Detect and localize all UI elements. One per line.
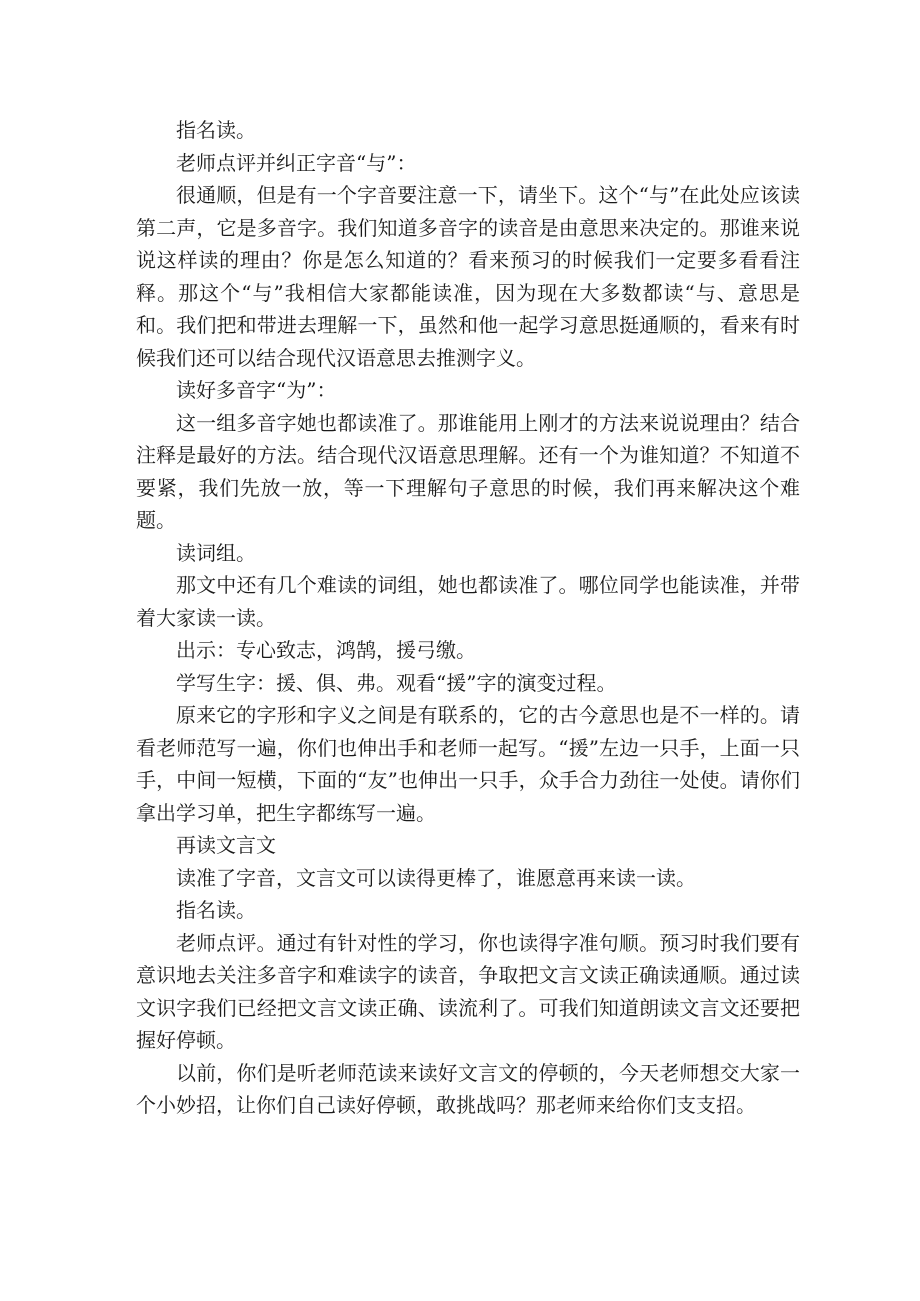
paragraph: 指名读。 xyxy=(176,898,256,922)
paragraph: 很通顺，但是有一个字音要注意一下，请坐下。这个“与”在此处应该读第二声，它是多音字。我们知道多音字的读音是由意思来决定的。那谁来说说这样读的理由？你是怎么知道的？看来预习的时候我们一定要多看看注释。那这个“与”我相信大家都能读准，因为现在大多数都读“与、意思是和。我们把和带进去理解一下，虽然和他一起学习意思挺通顺的，看来有时候我们还可以结合现代汉语意思去推测字义。 xyxy=(136,183,800,370)
paragraph: 学写生字：援、俱、弗。观看“援”字的演变过程。 xyxy=(176,670,617,695)
paragraph: 原来它的字形和字义之间是有联系的，它的古今意思也是不一样的。请看老师范写一遍，你们也伸出手和老师一起写。“援”左边一只手，上面一只手，中间一短横，下面的“友”也伸出一只手，众手合力劲往一处使。请你们拿出学习单，把生字都练写一遍。 xyxy=(136,703,800,825)
paragraph: 读准了字音，文言文可以读得更棒了，谁愿意再来读一读。 xyxy=(176,865,696,890)
paragraph: 读好多音字“为”： xyxy=(176,378,337,402)
paragraph: 出示：专心致志，鸿鹄，援弓缴。 xyxy=(176,638,476,662)
paragraph: 再读文言文 xyxy=(176,833,276,857)
paragraph: 老师点评。通过有针对性的学习，你也读得字准句顺。预习时我们要有意识地去关注多音字和难读字的读音，争取把文言文读正确读通顺。通过读文识字我们已经把文言文读正确、读流利了。可我们知道朗读文言文还要把握好停顿。 xyxy=(136,930,800,1052)
paragraph: 这一组多音字她也都读准了。那谁能用上刚才的方法来说说理由？结合注释是最好的方法。结合现代汉语意思理解。还有一个为谁知道？不知道不要紧，我们先放一放，等一下理解句子意思的时候，我们再来解决这个难题。 xyxy=(136,410,800,532)
document-body xyxy=(136,114,800,1122)
paragraph: 以前，你们是听老师范读来读好文言文的停顿的，今天老师想交大家一个小妙招，让你们自己读好停顿，敢挑战吗？那老师来给你们支支招。 xyxy=(136,1060,800,1117)
paragraph: 那文中还有几个难读的词组，她也都读准了。哪位同学也能读准，并带着大家读一读。 xyxy=(136,573,800,630)
paragraph: 读词组。 xyxy=(176,540,256,565)
paragraph: 指名读。 xyxy=(176,118,256,142)
paragraph: 老师点评并纠正字音“与”： xyxy=(176,150,417,175)
